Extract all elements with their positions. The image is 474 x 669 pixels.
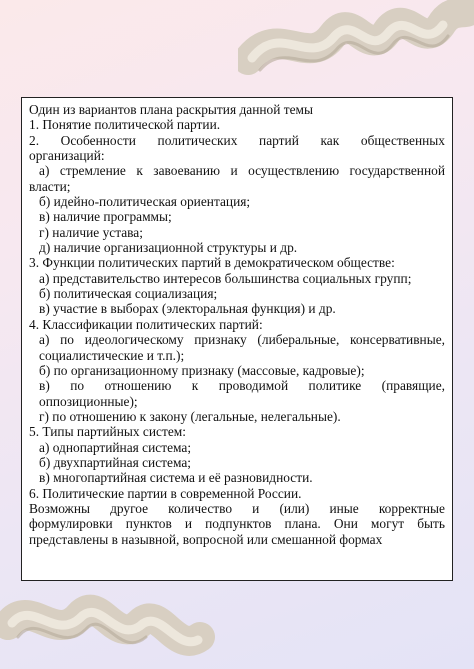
document-line: Один из вариантов плана раскрытия данной темы <box>29 102 314 117</box>
decorative-brush-stroke-top <box>238 0 474 100</box>
document-line: социалистические и т.п.); <box>39 347 185 363</box>
document-line: формулировки пунктов и подпунктов плана. Они могут быть <box>29 516 445 532</box>
document-line: власти; <box>29 178 71 194</box>
decorative-brush-stroke-bottom <box>0 585 220 669</box>
document-line: б) политическая социализация; <box>39 286 218 302</box>
document-line: д) наличие организационной структуры и др. <box>39 240 298 256</box>
document-panel <box>21 97 453 581</box>
document-line: 6. Политические партии в современной России. <box>29 485 302 501</box>
document-line: 4. Классификации политических партий: <box>29 316 263 332</box>
document-line: а) однопартийная система; <box>39 439 192 455</box>
document-line: в) многопартийная система и её разновидности. <box>39 470 313 486</box>
document-line: а) по идеологическому признаку (либеральные, консервативные, <box>39 332 445 348</box>
document-line: в) по отношению к проводимой политике (правящие, <box>39 378 445 394</box>
document-line: 2. Особенности политических партий как общественных <box>29 132 445 148</box>
document-line: в) наличие программы; <box>39 209 172 225</box>
document-line: а) стремление к завоеванию и осуществлению государственной <box>39 163 445 179</box>
document-line: а) представительство интересов большинства социальных групп; <box>39 270 412 286</box>
document-line: 1. Понятие политической партии. <box>29 117 221 133</box>
document-line: г) наличие устава; <box>39 224 143 240</box>
document-line: Возможны другое количество и (или) иные корректные <box>29 500 445 516</box>
document-line: г) по отношению к закону (легальные, нелегальные). <box>39 408 341 424</box>
document-line: организаций: <box>29 148 105 164</box>
document-line: б) идейно-политическая ориентация; <box>39 194 251 210</box>
document-line: оппозиционные); <box>39 393 138 409</box>
document-line: представлены в назывной, вопросной или смешанной формах <box>29 531 383 547</box>
document-line: 3. Функции политических партий в демократическом обществе: <box>29 255 395 271</box>
document-line: 5. Типы партийных систем: <box>29 424 186 440</box>
document-line: б) по организационному признаку (массовые, кадровые); <box>39 362 365 378</box>
document-line: в) участие в выборах (электоральная функция) и др. <box>39 301 336 317</box>
document-line: б) двухпартийная система; <box>39 454 192 470</box>
